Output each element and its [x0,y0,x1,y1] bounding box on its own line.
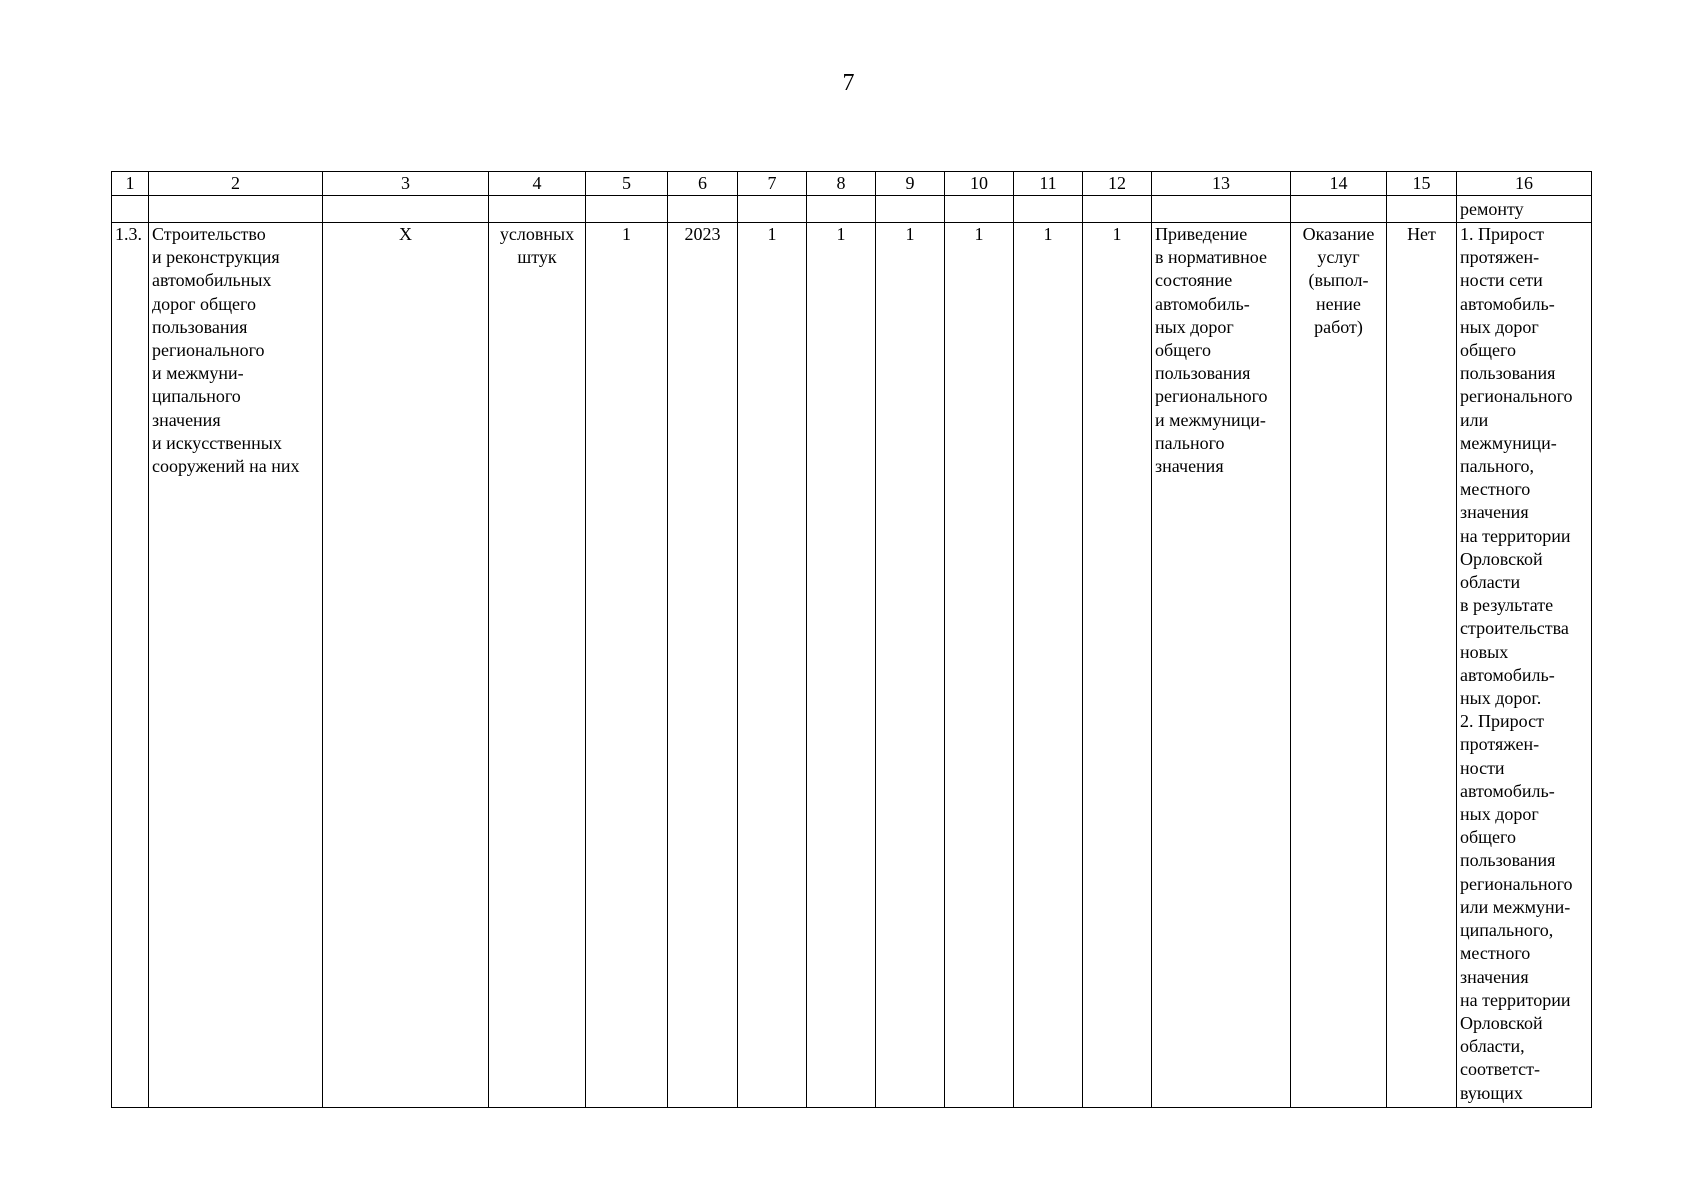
page-number: 7 [842,70,855,96]
cell-text-line: сооружений на них [152,456,300,477]
cell-text-line: и межмуни- [152,363,244,384]
cell-text-line: автомобиль- [1460,664,1555,685]
cell-text-line: условных [499,224,575,244]
cell-text-line: 1 [622,224,631,244]
table-cell [807,223,876,1108]
cell-text-line: пального, [1460,456,1535,477]
cell-text-line: состояние [1155,270,1233,291]
table-cell [112,196,149,223]
cell-text-line: 2. Прирост [1460,711,1544,732]
table-cell [876,196,945,223]
table-cell [586,223,668,1108]
cell-text-line: Строительство [152,224,266,244]
cell-text-line: ности сети [1460,270,1543,291]
column-number: 2 [149,172,323,196]
column-number: 6 [668,172,738,196]
table-cell [945,196,1014,223]
table-cell [738,196,807,223]
cell-text-line: 1 [1112,224,1122,244]
cell-text-line: автомобиль- [1155,293,1250,314]
cell-text-line: межмуници- [1460,432,1557,453]
table-cell [149,196,323,223]
cell-text-line: местного [1460,479,1531,500]
cell-text-line: штук [517,247,557,268]
cell-text-line: общего [1155,340,1211,361]
cell-text-line: 1 [905,224,915,244]
cell-text-line: или [1460,409,1489,430]
cell-text-line: местного [1460,943,1531,964]
cell-text-line: пользования [1460,850,1556,871]
table-cell [323,196,489,223]
cell-text-line: пользования [1155,363,1251,384]
cell-text-line: ципального [152,386,241,407]
table-cell [945,223,1014,1108]
cell-text-line: в результате [1460,595,1554,616]
cell-text-line: автомобиль- [1460,780,1555,801]
cell-text-line: общего [1460,827,1516,848]
cell-text-line: 1 [767,224,777,244]
goal-cell [1152,223,1291,1108]
cell-text-line: 1 [836,224,846,244]
table-cell [668,196,738,223]
table-cell [807,196,876,223]
table-cell [489,196,586,223]
document-table [111,171,1592,1108]
cell-text-line: или межмуни- [1460,896,1571,917]
cell-text-line: протяжен- [1460,247,1540,268]
cell-text-line: нение [1316,293,1361,314]
cell-text-line: Приведение [1155,224,1248,244]
cell-text-line: регионального [1460,386,1573,407]
year-cell [668,223,738,1108]
cell-text-line: услуг [1317,247,1360,268]
cell-text-line: Орловской [1460,1012,1543,1033]
column-number: 10 [945,172,1014,196]
cell-text-line: ности [1460,757,1505,778]
continuation-row [112,196,1592,223]
column-number: 11 [1014,172,1083,196]
cell-text-line: автомобильных [152,270,272,291]
column-number-row [112,172,1592,196]
table-cell [1014,196,1083,223]
cell-text-line: регионального [152,340,265,361]
cell-text-line: значения [1460,502,1529,523]
cell-text-line: строительства [1460,618,1569,639]
cell-text-line: Оказание [1302,224,1375,244]
table-cell [1014,223,1083,1108]
cell-text-line: Нет [1407,224,1436,244]
item-name-cell [149,223,323,1108]
cell-text-line: 1 [974,224,984,244]
cell-text-line: Х [399,224,412,244]
table-cell [1291,196,1387,223]
cell-text-line: и реконструкция [152,247,280,268]
column-number: 9 [876,172,945,196]
table-cell [1152,196,1291,223]
cell-text-line: ных дорог. [1460,688,1542,709]
cell-text-line: протяжен- [1460,734,1540,755]
table-cell [1083,196,1152,223]
table-cell [1387,223,1457,1108]
cell-text-line: пального [1155,432,1225,453]
column-number: 3 [323,172,489,196]
table-cell [1083,223,1152,1108]
cell-text-line: регионального [1460,873,1573,894]
cell-text-line: и искусственных [152,432,282,453]
cell-text-line: ных дорог [1155,316,1234,337]
cell-text-line: работ) [1314,316,1363,337]
cell-text-line: автомобиль- [1460,293,1555,314]
column-number: 5 [586,172,668,196]
cell-text-line: соответст- [1460,1059,1540,1080]
cell-text-line: новых [1460,641,1509,662]
column-number: 7 [738,172,807,196]
cell-text-line: в нормативное [1155,247,1267,268]
cell-text-line: 1.3. [115,224,142,244]
table-cell [876,223,945,1108]
cell-text-line: значения [1155,456,1224,477]
cell-text-line: регионального [1155,386,1268,407]
item-number-cell [112,223,149,1108]
cell-text-line: 1 [1043,224,1053,244]
cell-text-line: дорог общего [152,293,256,314]
cell-text-line: (выпол- [1308,270,1369,291]
column-number: 8 [807,172,876,196]
column-number: 16 [1457,172,1592,196]
cell-text-line: значения [152,409,221,430]
cell-text-line: ных дорог [1460,804,1539,825]
cell-text-line: 1. Прирост [1460,224,1544,244]
cell-text-line: на территории [1460,989,1571,1010]
cell-text-line: пользования [1460,363,1556,384]
cell-text-line: Орловской [1460,548,1543,569]
type-cell [1291,223,1387,1108]
table-row [112,223,1592,1108]
cell-text-line: значения [1460,966,1529,987]
table-cell [1387,196,1457,223]
cell-text-line: пользования [152,316,248,337]
cell-text-line: области [1460,572,1521,593]
cell-text-line: ных дорог [1460,316,1539,337]
column-number: 14 [1291,172,1387,196]
cell-text-line: на территории [1460,525,1571,546]
table-cell: ремонту [1457,196,1592,223]
column-number: 12 [1083,172,1152,196]
result-cell [1457,223,1592,1108]
cell-text-line: общего [1460,340,1516,361]
cell-text-line: области, [1460,1036,1525,1057]
column-number: 13 [1152,172,1291,196]
table-cell [738,223,807,1108]
table-cell [323,223,489,1108]
cell-text-line: и межмуници- [1155,409,1266,430]
cell-text-line: ципального, [1460,920,1554,941]
column-number: 1 [112,172,149,196]
cell-text-line: 2023 [684,224,721,244]
unit-cell [489,223,586,1108]
cell-text-line: вующих [1460,1082,1523,1103]
column-number: 15 [1387,172,1457,196]
table-cell [586,196,668,223]
column-number: 4 [489,172,586,196]
